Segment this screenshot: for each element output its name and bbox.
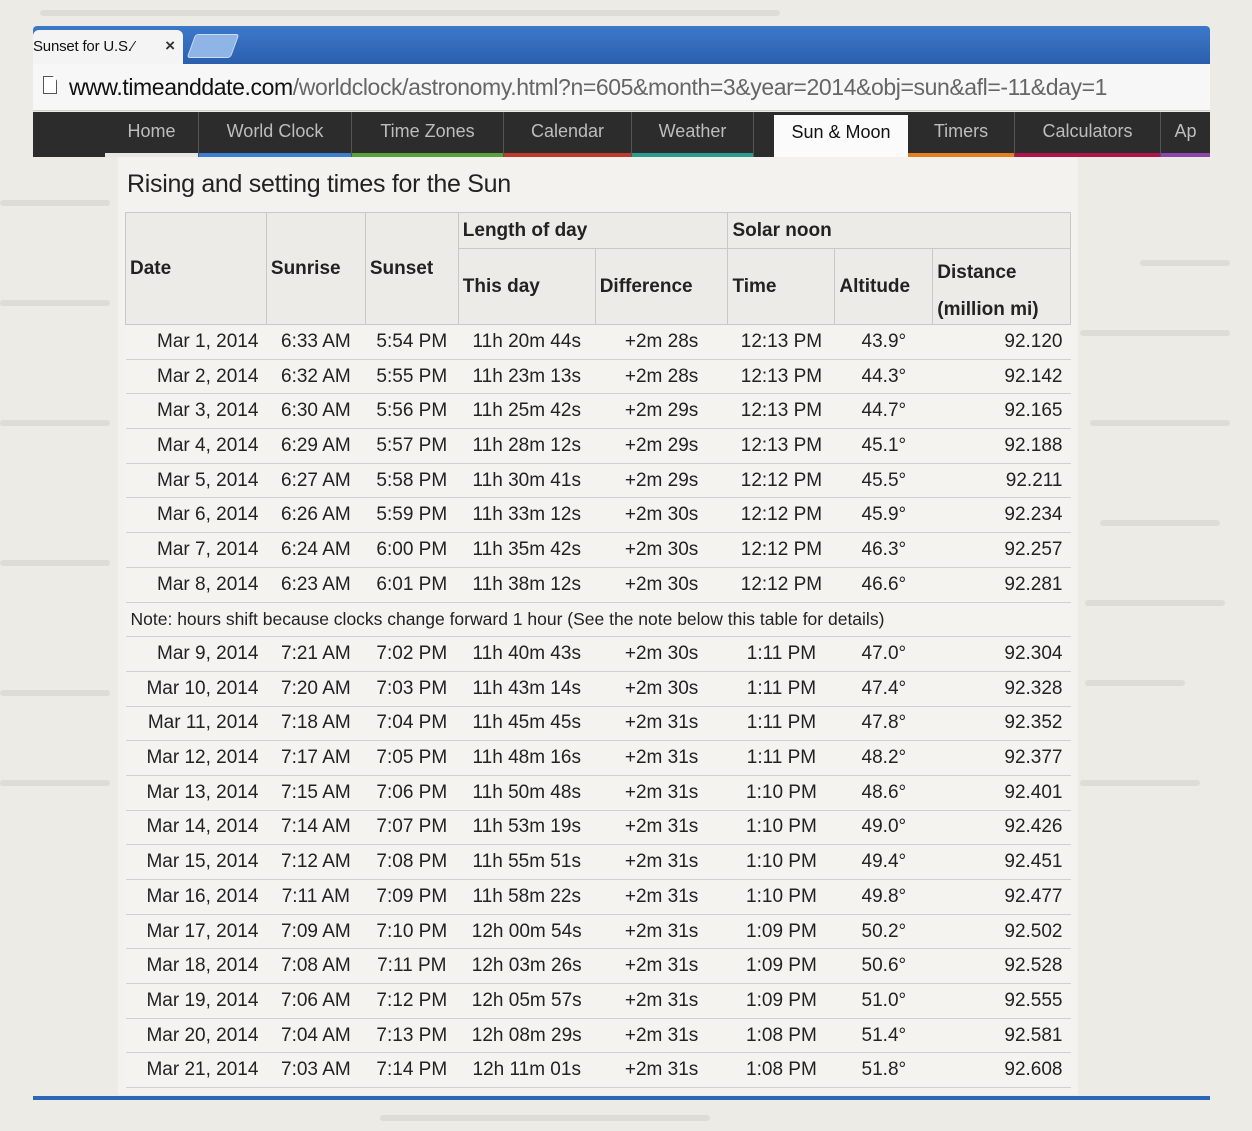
- cell-date: Mar 19, 2014: [126, 984, 267, 1019]
- address-bar[interactable]: [33, 64, 1210, 111]
- cell-difference: +2m 30s: [595, 637, 728, 672]
- cell-altitude: 50.2°: [835, 914, 933, 949]
- cell-sunrise: 6:33 AM: [266, 325, 365, 360]
- cell-date: Mar 1, 2014: [126, 325, 267, 360]
- cell-sunrise: 7:08 AM: [266, 949, 365, 984]
- cell-difference: +2m 31s: [595, 949, 728, 984]
- table-row: [126, 949, 1071, 984]
- nav-weather[interactable]: [632, 112, 754, 157]
- nav-label: Ap: [1174, 121, 1197, 141]
- browser-tab-active[interactable]: [33, 30, 183, 64]
- col-header-sunset: Sunset: [365, 213, 458, 325]
- cell-altitude: 44.3°: [835, 359, 933, 394]
- cell-altitude: 47.8°: [835, 706, 933, 741]
- cell-this-day: 11h 23m 13s: [458, 359, 595, 394]
- cell-distance: 92.451: [933, 845, 1071, 880]
- cell-difference: +2m 31s: [595, 810, 728, 845]
- cell-this-day: 11h 38m 12s: [458, 567, 595, 602]
- cell-altitude: 51.0°: [835, 984, 933, 1019]
- table-row: [126, 429, 1071, 464]
- cell-sunrise: 7:17 AM: [266, 741, 365, 776]
- cell-distance: 92.528: [933, 949, 1071, 984]
- sun-times-table: [125, 212, 1071, 1088]
- cell-date: Mar 4, 2014: [126, 429, 267, 464]
- cell-distance: 92.401: [933, 775, 1071, 810]
- cell-sunset: 5:59 PM: [365, 498, 458, 533]
- cell-difference: +2m 31s: [595, 984, 728, 1019]
- table-body-after-note: [126, 637, 1071, 1088]
- cell-sunrise: 6:30 AM: [266, 394, 365, 429]
- nav-label: Calendar: [530, 121, 605, 141]
- table-row: [126, 706, 1071, 741]
- cell-distance: 92.304: [933, 637, 1071, 672]
- cell-distance: 92.328: [933, 671, 1071, 706]
- cell-this-day: 11h 48m 16s: [458, 741, 595, 776]
- table-row: [126, 533, 1071, 568]
- table-row: [126, 1053, 1071, 1088]
- cell-difference: +2m 30s: [595, 498, 728, 533]
- cell-this-day: 12h 08m 29s: [458, 1018, 595, 1053]
- cell-this-day: 12h 11m 01s: [458, 1053, 595, 1088]
- cell-difference: +2m 30s: [595, 567, 728, 602]
- table-row: [126, 463, 1071, 498]
- table-row: [126, 359, 1071, 394]
- dst-note: Note: hours shift because clocks change forward 1 hour (See the note below this table for details): [126, 602, 1071, 637]
- cell-noon-time: 1:10 PM: [728, 880, 835, 915]
- cell-distance: 92.257: [933, 533, 1071, 568]
- cell-noon-time: 1:09 PM: [728, 984, 835, 1019]
- cell-date: Mar 16, 2014: [126, 880, 267, 915]
- cell-sunset: 7:13 PM: [365, 1018, 458, 1053]
- table-row: [126, 325, 1071, 360]
- nav-label: Timers: [933, 121, 989, 141]
- col-header-sunrise: Sunrise: [266, 213, 365, 325]
- cell-date: Mar 18, 2014: [126, 949, 267, 984]
- page-icon: [43, 76, 57, 94]
- cell-sunset: 7:06 PM: [365, 775, 458, 810]
- cell-difference: +2m 31s: [595, 706, 728, 741]
- table-row: [126, 914, 1071, 949]
- cell-altitude: 45.5°: [835, 463, 933, 498]
- cell-date: Mar 11, 2014: [126, 706, 267, 741]
- cell-this-day: 11h 28m 12s: [458, 429, 595, 464]
- cell-date: Mar 17, 2014: [126, 914, 267, 949]
- cell-this-day: 12h 05m 57s: [458, 984, 595, 1019]
- nav-sun-moon[interactable]: [774, 115, 908, 157]
- cell-altitude: 50.6°: [835, 949, 933, 984]
- cell-altitude: 51.4°: [835, 1018, 933, 1053]
- group-header-length-of-day: Length of day: [458, 213, 728, 249]
- cell-sunset: 5:58 PM: [365, 463, 458, 498]
- cell-altitude: 47.4°: [835, 671, 933, 706]
- cell-noon-time: 1:11 PM: [728, 706, 835, 741]
- browser-tab-strip: [33, 26, 1210, 64]
- cell-this-day: 11h 35m 42s: [458, 533, 595, 568]
- cell-altitude: 48.6°: [835, 775, 933, 810]
- url-path: /worldclock/astronomy.html?n=605&month=3&year=2014&obj=sun&afl=-11&day=1: [292, 74, 1108, 100]
- cell-noon-time: 12:12 PM: [728, 533, 835, 568]
- cell-sunset: 7:10 PM: [365, 914, 458, 949]
- cell-this-day: 12h 03m 26s: [458, 949, 595, 984]
- cell-distance: 92.477: [933, 880, 1071, 915]
- cell-noon-time: 12:13 PM: [728, 325, 835, 360]
- cell-noon-time: 1:11 PM: [728, 671, 835, 706]
- table-row: [126, 845, 1071, 880]
- cell-distance: 92.581: [933, 1018, 1071, 1053]
- cell-distance: 92.352: [933, 706, 1071, 741]
- cell-sunset: 5:57 PM: [365, 429, 458, 464]
- cell-difference: +2m 29s: [595, 463, 728, 498]
- cell-this-day: 11h 25m 42s: [458, 394, 595, 429]
- table-row: [126, 394, 1071, 429]
- cell-noon-time: 1:11 PM: [728, 741, 835, 776]
- cell-altitude: 51.8°: [835, 1053, 933, 1088]
- cell-sunset: 5:55 PM: [365, 359, 458, 394]
- cell-difference: +2m 31s: [595, 845, 728, 880]
- cell-this-day: 11h 55m 51s: [458, 845, 595, 880]
- cell-noon-time: 12:12 PM: [728, 567, 835, 602]
- table-body-before-note: [126, 325, 1071, 603]
- cell-difference: +2m 28s: [595, 325, 728, 360]
- cell-noon-time: 12:13 PM: [728, 394, 835, 429]
- group-header-solar-noon: Solar noon: [728, 213, 1071, 249]
- nav-label: World Clock: [226, 121, 324, 141]
- cell-altitude: 46.6°: [835, 567, 933, 602]
- cell-altitude: 47.0°: [835, 637, 933, 672]
- cell-distance: 92.142: [933, 359, 1071, 394]
- cell-noon-time: 1:10 PM: [728, 775, 835, 810]
- nav-world-clock[interactable]: [199, 112, 352, 157]
- cell-distance: 92.211: [933, 463, 1071, 498]
- site-navigation: [33, 112, 1210, 157]
- cell-sunset: 6:00 PM: [365, 533, 458, 568]
- cell-date: Mar 14, 2014: [126, 810, 267, 845]
- cell-sunset: 7:04 PM: [365, 706, 458, 741]
- cell-difference: +2m 29s: [595, 394, 728, 429]
- cell-noon-time: 1:09 PM: [728, 914, 835, 949]
- nav-color-bar: [1161, 153, 1210, 157]
- bottom-divider: [33, 1096, 1210, 1100]
- cell-date: Mar 8, 2014: [126, 567, 267, 602]
- cell-altitude: 43.9°: [835, 325, 933, 360]
- cell-date: Mar 7, 2014: [126, 533, 267, 568]
- cell-altitude: 44.7°: [835, 394, 933, 429]
- nav-calendar[interactable]: [504, 112, 632, 157]
- cell-distance: 92.120: [933, 325, 1071, 360]
- cell-sunset: 6:01 PM: [365, 567, 458, 602]
- cell-this-day: 11h 40m 43s: [458, 637, 595, 672]
- cell-altitude: 45.1°: [835, 429, 933, 464]
- cell-date: Mar 6, 2014: [126, 498, 267, 533]
- col-header-time: Time: [728, 249, 835, 325]
- cell-difference: +2m 31s: [595, 775, 728, 810]
- table-row: [126, 810, 1071, 845]
- cell-distance: 92.426: [933, 810, 1071, 845]
- cell-distance: 92.234: [933, 498, 1071, 533]
- cell-difference: +2m 30s: [595, 671, 728, 706]
- cell-noon-time: 1:10 PM: [728, 845, 835, 880]
- cell-sunrise: 7:21 AM: [266, 637, 365, 672]
- cell-date: Mar 3, 2014: [126, 394, 267, 429]
- col-header-altitude: Altitude: [835, 249, 933, 325]
- cell-date: Mar 10, 2014: [126, 671, 267, 706]
- cell-this-day: 11h 53m 19s: [458, 810, 595, 845]
- cell-altitude: 49.4°: [835, 845, 933, 880]
- cell-noon-time: 1:08 PM: [728, 1018, 835, 1053]
- table-row: [126, 775, 1071, 810]
- nav-label: Time Zones: [380, 121, 475, 141]
- cell-sunset: 7:11 PM: [365, 949, 458, 984]
- cell-sunrise: 6:29 AM: [266, 429, 365, 464]
- cell-difference: +2m 30s: [595, 533, 728, 568]
- tab-title: Sunset for U.S.⁄: [33, 38, 135, 55]
- col-header-difference: Difference: [595, 249, 728, 325]
- nav-apps[interactable]: [1161, 112, 1210, 157]
- cell-sunrise: 6:23 AM: [266, 567, 365, 602]
- cell-sunrise: 7:20 AM: [266, 671, 365, 706]
- cell-this-day: 12h 00m 54s: [458, 914, 595, 949]
- nav-label: Home: [127, 121, 176, 141]
- nav-label: Calculators: [1042, 121, 1133, 141]
- table-row: [126, 498, 1071, 533]
- table-row: [126, 637, 1071, 672]
- cell-noon-time: 1:08 PM: [728, 1053, 835, 1088]
- url-host: www.timeanddate.com: [69, 74, 293, 100]
- cell-sunrise: 7:11 AM: [266, 880, 365, 915]
- cell-this-day: 11h 43m 14s: [458, 671, 595, 706]
- table-row: [126, 984, 1071, 1019]
- cell-sunset: 7:03 PM: [365, 671, 458, 706]
- cell-sunrise: 7:03 AM: [266, 1053, 365, 1088]
- cell-sunrise: 7:12 AM: [266, 845, 365, 880]
- cell-date: Mar 5, 2014: [126, 463, 267, 498]
- cell-sunset: 7:05 PM: [365, 741, 458, 776]
- cell-distance: 92.188: [933, 429, 1071, 464]
- cell-difference: +2m 31s: [595, 741, 728, 776]
- cell-date: Mar 2, 2014: [126, 359, 267, 394]
- cell-sunset: 5:54 PM: [365, 325, 458, 360]
- nav-calculators[interactable]: [1015, 112, 1161, 157]
- cell-distance: 92.377: [933, 741, 1071, 776]
- cell-noon-time: 12:13 PM: [728, 359, 835, 394]
- cell-sunset: 7:12 PM: [365, 984, 458, 1019]
- nav-time-zones[interactable]: [352, 112, 504, 157]
- cell-date: Mar 20, 2014: [126, 1018, 267, 1053]
- cell-this-day: 11h 50m 48s: [458, 775, 595, 810]
- cell-difference: +2m 29s: [595, 429, 728, 464]
- cell-this-day: 11h 30m 41s: [458, 463, 595, 498]
- cell-sunset: 7:02 PM: [365, 637, 458, 672]
- cell-sunset: 7:07 PM: [365, 810, 458, 845]
- close-icon[interactable]: ×: [165, 36, 175, 55]
- cell-date: Mar 9, 2014: [126, 637, 267, 672]
- cell-sunset: 5:56 PM: [365, 394, 458, 429]
- cell-date: Mar 21, 2014: [126, 1053, 267, 1088]
- cell-altitude: 46.3°: [835, 533, 933, 568]
- cell-sunset: 7:08 PM: [365, 845, 458, 880]
- cell-sunset: 7:14 PM: [365, 1053, 458, 1088]
- table-note-body: [126, 602, 1071, 637]
- cell-sunrise: 7:18 AM: [266, 706, 365, 741]
- cell-noon-time: 12:12 PM: [728, 463, 835, 498]
- cell-distance: 92.502: [933, 914, 1071, 949]
- cell-difference: +2m 28s: [595, 359, 728, 394]
- cell-sunrise: 7:06 AM: [266, 984, 365, 1019]
- col-header-this-day: This day: [458, 249, 595, 325]
- cell-sunset: 7:09 PM: [365, 880, 458, 915]
- url-text[interactable]: [69, 74, 1107, 101]
- cell-sunrise: 7:04 AM: [266, 1018, 365, 1053]
- table-row: [126, 880, 1071, 915]
- nav-label: Sun & Moon: [791, 122, 891, 142]
- nav-label: Weather: [658, 121, 727, 141]
- cell-this-day: 11h 20m 44s: [458, 325, 595, 360]
- cell-this-day: 11h 33m 12s: [458, 498, 595, 533]
- col-header-date: Date: [126, 213, 267, 325]
- cell-date: Mar 13, 2014: [126, 775, 267, 810]
- table-row: [126, 567, 1071, 602]
- col-header-distance-unit: (million mi): [933, 287, 1071, 325]
- cell-sunrise: 6:32 AM: [266, 359, 365, 394]
- cell-this-day: 11h 58m 22s: [458, 880, 595, 915]
- cell-date: Mar 12, 2014: [126, 741, 267, 776]
- cell-this-day: 11h 45m 45s: [458, 706, 595, 741]
- nav-timers[interactable]: [908, 112, 1015, 157]
- page-title: Rising and setting times for the Sun: [127, 170, 511, 198]
- cell-sunrise: 7:14 AM: [266, 810, 365, 845]
- cell-sunrise: 7:15 AM: [266, 775, 365, 810]
- cell-sunrise: 7:09 AM: [266, 914, 365, 949]
- table-row: [126, 1018, 1071, 1053]
- cell-distance: 92.281: [933, 567, 1071, 602]
- cell-distance: 92.165: [933, 394, 1071, 429]
- cell-date: Mar 15, 2014: [126, 845, 267, 880]
- nav-home[interactable]: [105, 112, 199, 157]
- table-row: [126, 741, 1071, 776]
- cell-difference: +2m 31s: [595, 1018, 728, 1053]
- cell-difference: +2m 31s: [595, 1053, 728, 1088]
- cell-distance: 92.608: [933, 1053, 1071, 1088]
- cell-sunrise: 6:26 AM: [266, 498, 365, 533]
- cell-noon-time: 1:09 PM: [728, 949, 835, 984]
- cell-altitude: 49.8°: [835, 880, 933, 915]
- cell-noon-time: 1:11 PM: [728, 637, 835, 672]
- cell-noon-time: 1:10 PM: [728, 810, 835, 845]
- cell-sunrise: 6:27 AM: [266, 463, 365, 498]
- col-header-distance: Distance: [933, 249, 1071, 287]
- cell-altitude: 49.0°: [835, 810, 933, 845]
- cell-noon-time: 12:13 PM: [728, 429, 835, 464]
- cell-difference: +2m 31s: [595, 880, 728, 915]
- table-row: [126, 671, 1071, 706]
- cell-distance: 92.555: [933, 984, 1071, 1019]
- cell-altitude: 48.2°: [835, 741, 933, 776]
- cell-sunrise: 6:24 AM: [266, 533, 365, 568]
- new-tab-button[interactable]: [187, 34, 240, 58]
- cell-altitude: 45.9°: [835, 498, 933, 533]
- cell-noon-time: 12:12 PM: [728, 498, 835, 533]
- cell-difference: +2m 31s: [595, 914, 728, 949]
